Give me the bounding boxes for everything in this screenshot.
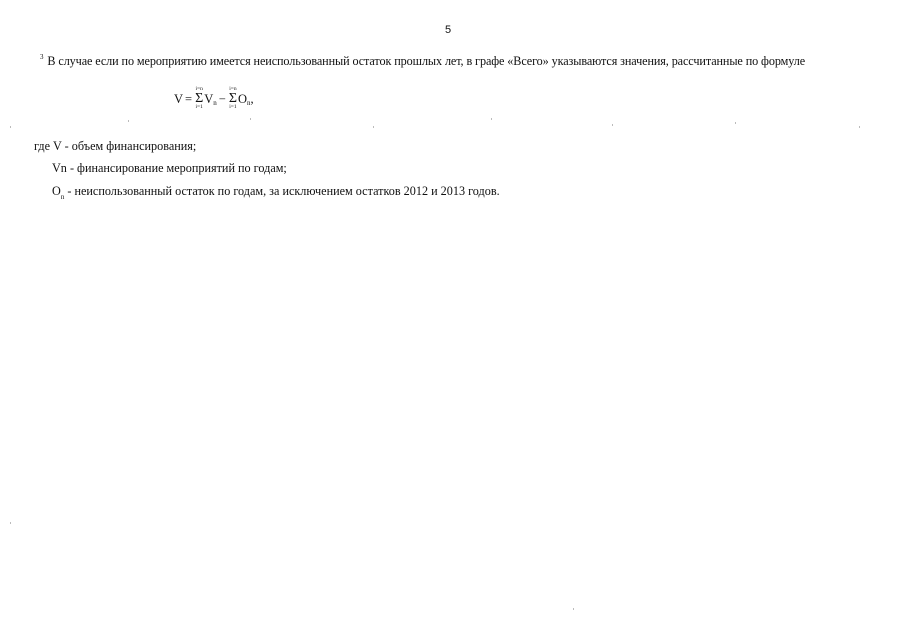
definition-v: где V - объем финансирования; bbox=[34, 139, 197, 153]
footnote bbox=[40, 54, 900, 69]
formula-term-1: V bbox=[204, 91, 214, 106]
definition-on-symbol: O bbox=[52, 184, 61, 198]
scan-speck bbox=[10, 126, 11, 128]
sum-2-upper-limit: i=n bbox=[229, 86, 237, 93]
scan-speck bbox=[735, 122, 736, 124]
scan-speck bbox=[573, 608, 574, 610]
footnote-text: В случае если по мероприятию имеется неиспользованный остаток прошлых лет, в графе «Всего» указываются значения, рассчитанные по формуле bbox=[47, 54, 806, 69]
definition-on-subscript: n bbox=[60, 193, 65, 201]
scan-speck bbox=[10, 522, 11, 524]
formula-term-1-subscript: n bbox=[213, 99, 217, 107]
page-number: 5 bbox=[445, 24, 452, 36]
scan-speck bbox=[128, 120, 129, 122]
formula-minus: − bbox=[218, 91, 226, 106]
sum-2-symbol: Σ bbox=[228, 90, 237, 106]
formula-lhs: V bbox=[174, 91, 184, 106]
footnote-marker: 3 bbox=[40, 53, 44, 61]
sum-1-lower-limit: i=1 bbox=[195, 104, 203, 111]
formula-equals: = bbox=[185, 91, 193, 106]
definition-on-text: - неиспользованный остаток по годам, за исключением остатков 2012 и 2013 годов. bbox=[64, 184, 500, 198]
scan-speck bbox=[491, 118, 492, 120]
definition-on bbox=[52, 184, 500, 199]
sum-1-symbol: Σ bbox=[195, 90, 204, 106]
formula-term-2: O bbox=[238, 91, 248, 106]
scan-speck bbox=[612, 124, 613, 126]
scan-speck bbox=[373, 126, 374, 128]
scan-speck bbox=[250, 118, 251, 120]
sum-1-upper-limit: i=n bbox=[195, 86, 203, 93]
sum-2-lower-limit: i=1 bbox=[229, 104, 237, 111]
formula bbox=[174, 84, 254, 114]
formula-term-2-subscript: n bbox=[247, 99, 251, 107]
formula-sum-2 bbox=[229, 87, 237, 111]
formula-sum-1 bbox=[195, 87, 203, 111]
formula-trail: , bbox=[250, 91, 254, 106]
definition-vn: Vn - финансирование мероприятий по годам; bbox=[52, 161, 287, 175]
scan-speck bbox=[859, 126, 860, 128]
